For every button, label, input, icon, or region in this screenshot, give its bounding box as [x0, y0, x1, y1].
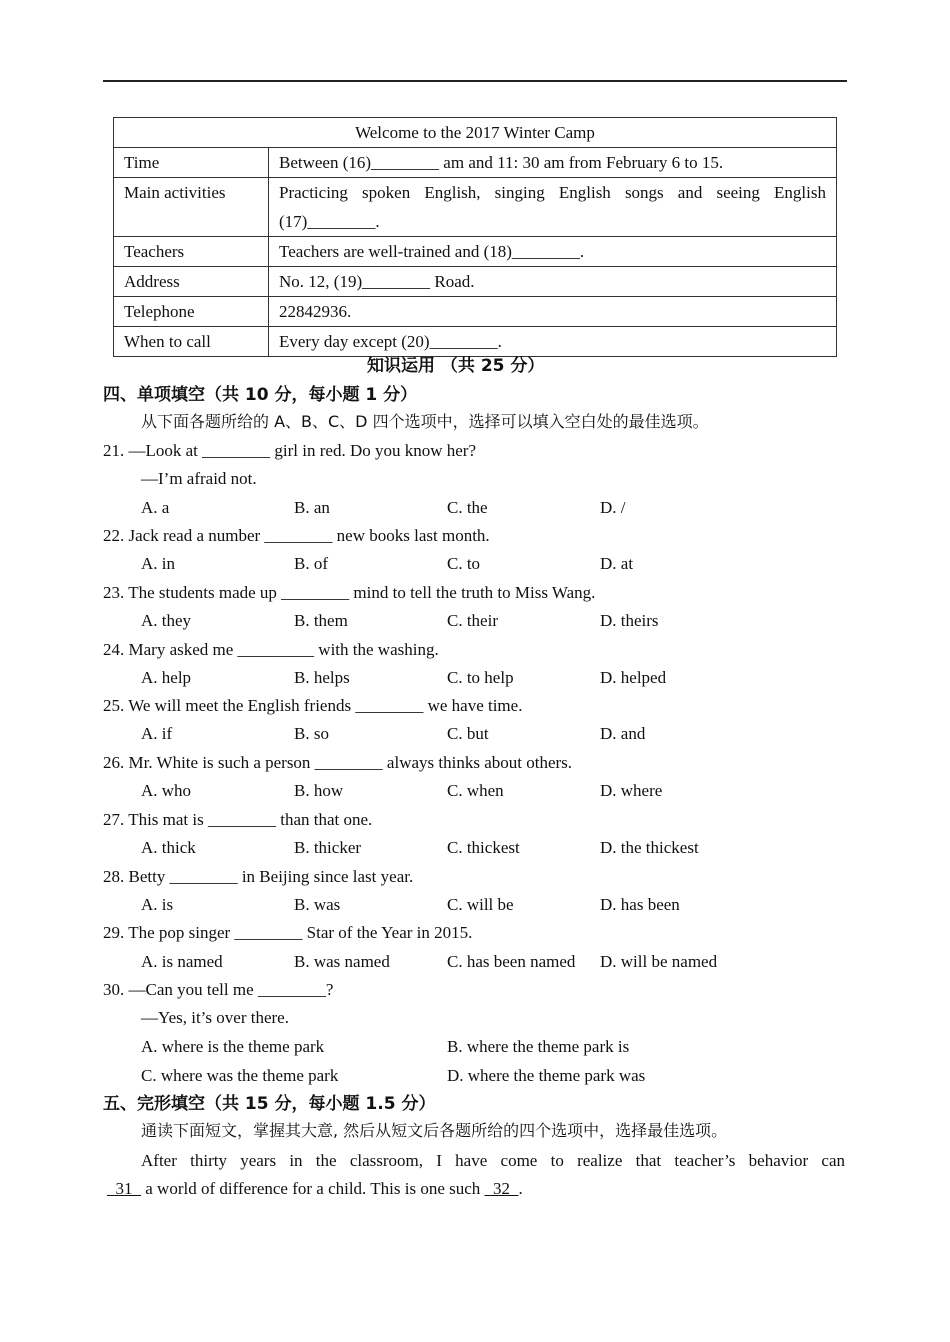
option-c: C. thickest — [447, 838, 520, 857]
table-title: Welcome to the 2017 Winter Camp — [114, 118, 837, 148]
option-c: C. will be — [447, 895, 514, 914]
section5-instruction: 通读下面短文，掌握其大意, 然后从短文后各题所给的四个选项中，选择最佳选项。 — [141, 1121, 728, 1140]
table-row — [114, 297, 837, 327]
passage-line-2 — [107, 1175, 523, 1203]
table-row — [114, 237, 837, 267]
option-a: A. help — [141, 668, 192, 687]
question-stem: 23. The students made up ________ mind to tell the truth to Miss Wang. — [103, 583, 596, 602]
option-b: B. was — [294, 895, 341, 914]
option-a: A. thick — [141, 838, 196, 857]
option-d: D. where — [600, 781, 663, 800]
option-b: B. how — [294, 781, 344, 800]
question-reply: —Yes, it’s over there. — [141, 1008, 289, 1027]
option-d: D. at — [600, 554, 634, 573]
question-stem: 30. —Can you tell me ________? — [103, 980, 334, 999]
option-b: B. them — [294, 611, 348, 630]
option-d: D. theirs — [600, 611, 659, 630]
row-key: Main activities — [114, 178, 269, 237]
blank-32: 32 — [484, 1179, 519, 1198]
option-b: B. of — [294, 554, 328, 573]
option-a: A. they — [141, 611, 192, 630]
option-c: C. when — [447, 781, 504, 800]
passage-line-1: After thirty years in the classroom, I have come to realize that teacher’s behavior can — [141, 1151, 845, 1170]
option-d: D. will be named — [600, 952, 718, 971]
table-row — [114, 267, 837, 297]
row-key: Time — [114, 148, 269, 178]
row-value: Between (16)________ am and 11: 30 am from February 6 to 15. — [269, 148, 837, 178]
row-key: When to call — [114, 327, 269, 357]
option-b: B. thicker — [294, 838, 362, 857]
table-row — [114, 148, 837, 178]
option-b: B. so — [294, 724, 329, 743]
option-a: A. is — [141, 895, 174, 914]
row-value: 22842936. — [269, 297, 837, 327]
blank-31: 31 — [107, 1179, 141, 1198]
question-stem: 22. Jack read a number ________ new books last month. — [103, 526, 490, 545]
question-stem: 25. We will meet the English friends ________ we have time. — [103, 696, 523, 715]
option-c: C. where was the theme park — [141, 1066, 339, 1085]
option-a: A. where is the theme park — [141, 1037, 325, 1056]
option-d: D. / — [600, 498, 626, 517]
passage-end: . — [518, 1179, 523, 1198]
option-d: D. where the theme park was — [447, 1066, 646, 1085]
part-heading: 知识运用 （共 25 分） — [367, 356, 545, 376]
table-row — [114, 178, 837, 237]
question-reply: —I’m afraid not. — [141, 469, 257, 488]
option-b: B. an — [294, 498, 330, 517]
question-stem: 27. This mat is ________ than that one. — [103, 810, 373, 829]
question-stem: 29. The pop singer ________ Star of the Year in 2015. — [103, 923, 473, 942]
option-d: D. helped — [600, 668, 667, 687]
question-stem: 24. Mary asked me _________ with the washing. — [103, 640, 439, 659]
row-value: No. 12, (19)________ Road. — [269, 267, 837, 297]
section4-instruction: 从下面各题所给的 A、B、C、D 四个选项中，选择可以填入空白处的最佳选项。 — [141, 412, 709, 431]
option-c: C. to — [447, 554, 481, 573]
option-d: D. the thickest — [600, 838, 699, 857]
winter-camp-table — [113, 117, 837, 357]
option-a: A. in — [141, 554, 175, 573]
header-rule — [103, 80, 847, 82]
option-b: B. helps — [294, 668, 350, 687]
question-stem: 26. Mr. White is such a person ________ always thinks about others. — [103, 753, 573, 772]
option-c: C. but — [447, 724, 489, 743]
option-c: C. to help — [447, 668, 514, 687]
option-c: C. their — [447, 611, 498, 630]
option-c: C. has been named — [447, 952, 576, 971]
option-a: A. a — [141, 498, 170, 517]
option-d: D. has been — [600, 895, 680, 914]
row-value: Practicing spoken English, singing English songs and seeing English (17)________. — [269, 178, 837, 237]
question-stem: 21. —Look at ________ girl in red. Do you know her? — [103, 441, 476, 460]
option-b: B. was named — [294, 952, 390, 971]
option-d: D. and — [600, 724, 646, 743]
row-value: Every day except (20)________. — [269, 327, 837, 357]
option-c: C. the — [447, 498, 488, 517]
row-key: Address — [114, 267, 269, 297]
question-stem: 28. Betty ________ in Beijing since last year. — [103, 867, 414, 886]
option-a: A. who — [141, 781, 192, 800]
row-key: Teachers — [114, 237, 269, 267]
row-value: Teachers are well-trained and (18)________. — [269, 237, 837, 267]
option-a: A. if — [141, 724, 173, 743]
option-b: B. where the theme park is — [447, 1037, 630, 1056]
option-a: A. is named — [141, 952, 223, 971]
passage-text: a world of difference for a child. This is one such — [141, 1179, 485, 1198]
row-key: Telephone — [114, 297, 269, 327]
table-title-row — [114, 118, 837, 148]
section5-title: 五、完形填空（共 15 分，每小题 1.5 分） — [103, 1094, 436, 1114]
section4-title: 四、单项填空（共 10 分，每小题 1 分） — [103, 385, 418, 405]
